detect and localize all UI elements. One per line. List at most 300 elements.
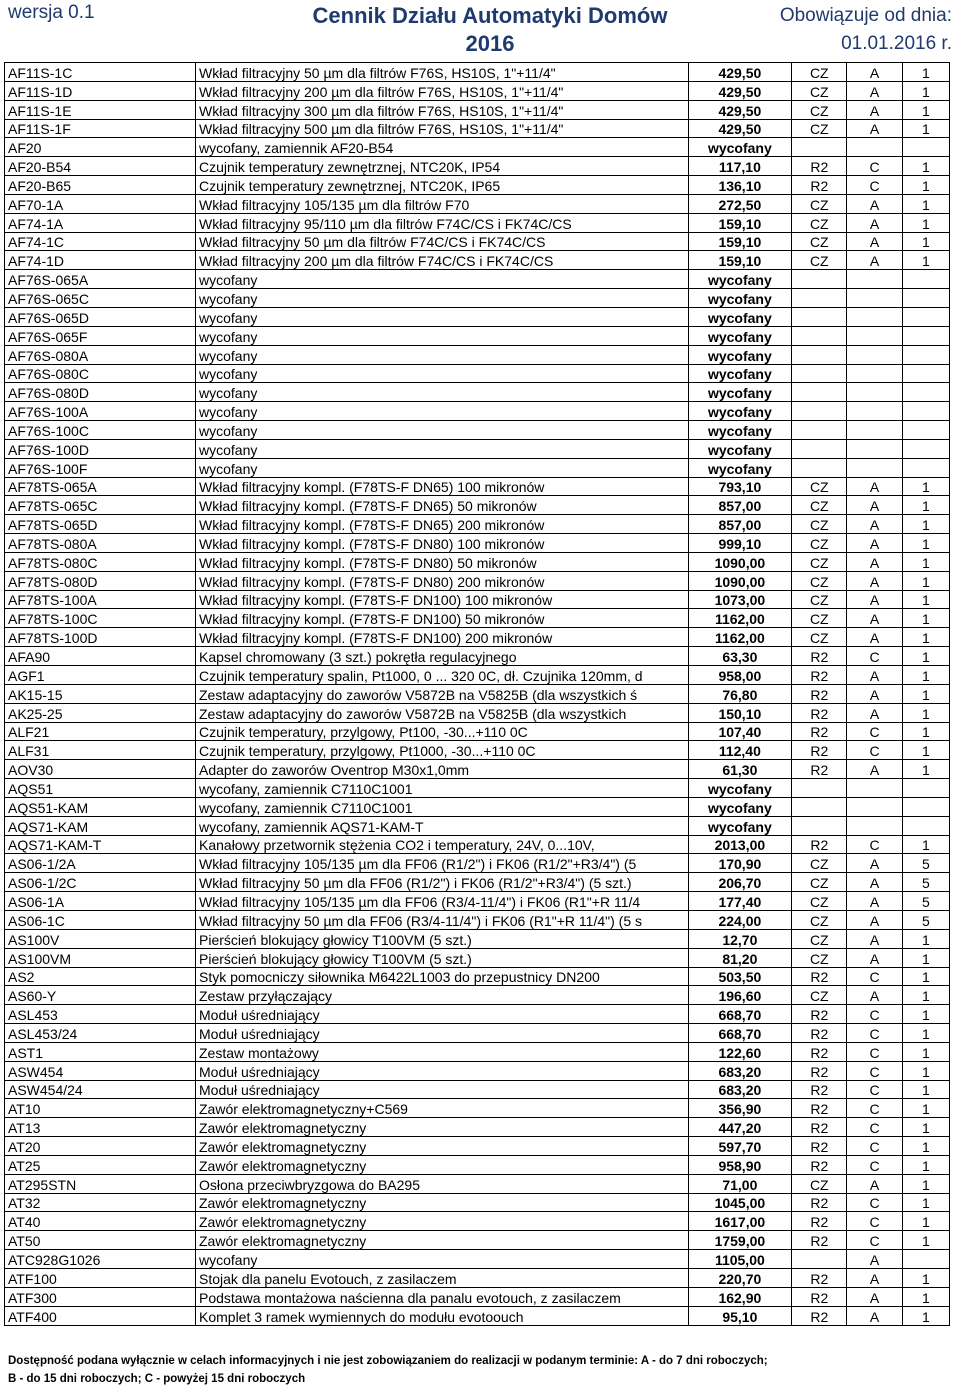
product-description: Czujnik temperatury, przylgowy, Pt100, -30...+110 0C <box>196 722 689 741</box>
product-price: wycofany <box>688 816 792 835</box>
availability: C <box>847 1231 902 1250</box>
availability <box>847 779 902 798</box>
table-row <box>5 797 950 816</box>
product-description: Wkład filtracyjny 200 µm dla filtrów F74C/CS i FK74C/CS <box>196 251 689 270</box>
valid-from-label: Obowiązuje od dnia: <box>779 5 952 26</box>
product-description: wycofany <box>196 439 689 458</box>
product-price: 793,10 <box>688 477 792 496</box>
product-code: AF11S-1D <box>5 81 196 100</box>
product-code: AF78TS-100A <box>5 590 196 609</box>
pack-quantity <box>902 458 949 477</box>
product-price: 958,90 <box>688 1155 792 1174</box>
table-row <box>5 100 950 119</box>
product-price: wycofany <box>688 383 792 402</box>
availability <box>847 421 902 440</box>
product-description: Wkład filtracyjny 50 µm dla filtrów F74C/CS i FK74C/CS <box>196 232 689 251</box>
price-group: CZ <box>792 1174 847 1193</box>
product-price: 196,60 <box>688 986 792 1005</box>
product-code: AS100VM <box>5 948 196 967</box>
price-group <box>792 1250 847 1269</box>
product-code: AF76S-100F <box>5 458 196 477</box>
price-group: CZ <box>792 534 847 553</box>
availability: A <box>847 628 902 647</box>
price-group: CZ <box>792 609 847 628</box>
product-code: AS06-1/2A <box>5 854 196 873</box>
product-code: AF78TS-080A <box>5 534 196 553</box>
pack-quantity: 1 <box>902 666 949 685</box>
price-group: R2 <box>792 760 847 779</box>
availability: A <box>847 703 902 722</box>
availability: A <box>847 986 902 1005</box>
price-group <box>792 816 847 835</box>
table-row <box>5 270 950 289</box>
product-description: Styk pomocniczy siłownika M6422L1003 do przepustnicy DN200 <box>196 967 689 986</box>
table-row <box>5 892 950 911</box>
price-group: R2 <box>792 835 847 854</box>
price-group: R2 <box>792 1118 847 1137</box>
price-group <box>792 458 847 477</box>
product-description: Czujnik temperatury, przylgowy, Pt1000, -30...+110 0C <box>196 741 689 760</box>
product-description: Zawór elektromagnetyczny <box>196 1118 689 1137</box>
product-price: 159,10 <box>688 251 792 270</box>
pack-quantity: 1 <box>902 609 949 628</box>
product-description: Wkład filtracyjny kompl. (F78TS-F DN65) 100 mikronów <box>196 477 689 496</box>
table-row <box>5 1212 950 1231</box>
table-row <box>5 289 950 308</box>
product-code: ATC928G1026 <box>5 1250 196 1269</box>
product-price: 95,10 <box>688 1306 792 1325</box>
product-price: 81,20 <box>688 948 792 967</box>
table-row <box>5 684 950 703</box>
product-code: ASW454 <box>5 1061 196 1080</box>
product-code: AT40 <box>5 1212 196 1231</box>
product-code: AQS51-KAM <box>5 797 196 816</box>
availability: A <box>847 194 902 213</box>
availability: C <box>847 1080 902 1099</box>
availability <box>847 289 902 308</box>
price-table <box>4 62 950 1326</box>
product-description: Wkład filtracyjny kompl. (F78TS-F DN100) 100 mikronów <box>196 590 689 609</box>
availability: A <box>847 571 902 590</box>
product-code: AS06-1C <box>5 910 196 929</box>
table-row <box>5 194 950 213</box>
product-code: AFA90 <box>5 647 196 666</box>
availability: A <box>847 1174 902 1193</box>
table-row <box>5 1193 950 1212</box>
product-price: 1105,00 <box>688 1250 792 1269</box>
product-price: wycofany <box>688 138 792 157</box>
product-price: 1073,00 <box>688 590 792 609</box>
price-group: CZ <box>792 251 847 270</box>
product-description: Wkład filtracyjny kompl. (F78TS-F DN80) 100 mikronów <box>196 534 689 553</box>
pack-quantity: 1 <box>902 81 949 100</box>
pack-quantity: 1 <box>902 1287 949 1306</box>
product-description: Wkład filtracyjny 50 µm dla filtrów F76S, HS10S, 1"+11/4" <box>196 63 689 82</box>
pack-quantity: 1 <box>902 194 949 213</box>
availability: A <box>847 854 902 873</box>
table-row <box>5 835 950 854</box>
availability: C <box>847 1061 902 1080</box>
product-description: Kapsel chromowany (3 szt.) pokrętła regulacyjnego <box>196 647 689 666</box>
pack-quantity <box>902 326 949 345</box>
price-group: R2 <box>792 1231 847 1250</box>
availability: C <box>847 1193 902 1212</box>
price-group: R2 <box>792 1287 847 1306</box>
availability: A <box>847 609 902 628</box>
product-price: 150,10 <box>688 703 792 722</box>
product-description: Podstawa montażowa naścienna dla panalu evotouch, z zasilaczem <box>196 1287 689 1306</box>
price-group: CZ <box>792 873 847 892</box>
availability: C <box>847 1137 902 1156</box>
product-price: 429,50 <box>688 81 792 100</box>
product-code: AST1 <box>5 1042 196 1061</box>
price-group <box>792 138 847 157</box>
product-code: AF20 <box>5 138 196 157</box>
pack-quantity: 5 <box>902 873 949 892</box>
product-description: wycofany <box>196 307 689 326</box>
product-description: Zawór elektromagnetyczny <box>196 1212 689 1231</box>
price-group: R2 <box>792 722 847 741</box>
price-group: R2 <box>792 703 847 722</box>
availability: A <box>847 892 902 911</box>
product-description: Zawór elektromagnetyczny <box>196 1137 689 1156</box>
product-description: Wkład filtracyjny 105/135 µm dla FF06 (R3/4-11/4") i FK06 (R1"+R 11/4 <box>196 892 689 911</box>
product-price: 429,50 <box>688 100 792 119</box>
price-group: R2 <box>792 1042 847 1061</box>
product-description: Osłona przeciwbryzgowa do BA295 <box>196 1174 689 1193</box>
availability: C <box>847 1042 902 1061</box>
pack-quantity: 1 <box>902 1005 949 1024</box>
pack-quantity: 1 <box>902 684 949 703</box>
table-row <box>5 515 950 534</box>
product-price: 61,30 <box>688 760 792 779</box>
product-description: wycofany <box>196 1250 689 1269</box>
table-row <box>5 1250 950 1269</box>
product-price: 117,10 <box>688 157 792 176</box>
product-price: wycofany <box>688 779 792 798</box>
table-row <box>5 326 950 345</box>
table-row <box>5 741 950 760</box>
price-group <box>792 439 847 458</box>
price-group: R2 <box>792 1080 847 1099</box>
product-description: Wkład filtracyjny kompl. (F78TS-F DN80) 50 mikronów <box>196 552 689 571</box>
availability <box>847 797 902 816</box>
product-price: 958,00 <box>688 666 792 685</box>
pack-quantity: 1 <box>902 1155 949 1174</box>
table-row <box>5 421 950 440</box>
availability: C <box>847 1118 902 1137</box>
product-description: Adapter do zaworów Oventrop M30x1,0mm <box>196 760 689 779</box>
price-group: CZ <box>792 552 847 571</box>
product-price: 136,10 <box>688 176 792 195</box>
price-group: CZ <box>792 496 847 515</box>
pack-quantity <box>902 307 949 326</box>
product-price: 170,90 <box>688 854 792 873</box>
availability: A <box>847 213 902 232</box>
product-price: wycofany <box>688 797 792 816</box>
table-row <box>5 232 950 251</box>
product-description: Czujnik temperatury spalin, Pt1000, 0 ... 320 0C, dł. Czujnika 120mm, d <box>196 666 689 685</box>
price-group: CZ <box>792 232 847 251</box>
pack-quantity <box>902 402 949 421</box>
availability: A <box>847 910 902 929</box>
table-row <box>5 1231 950 1250</box>
product-price: 122,60 <box>688 1042 792 1061</box>
product-price: wycofany <box>688 439 792 458</box>
price-group: CZ <box>792 590 847 609</box>
price-group: R2 <box>792 157 847 176</box>
availability: A <box>847 1269 902 1288</box>
table-row <box>5 176 950 195</box>
product-price: 683,20 <box>688 1061 792 1080</box>
table-row <box>5 157 950 176</box>
availability: C <box>847 1024 902 1043</box>
availability: A <box>847 81 902 100</box>
price-group: CZ <box>792 81 847 100</box>
product-price: 429,50 <box>688 119 792 138</box>
availability <box>847 402 902 421</box>
product-code: AS2 <box>5 967 196 986</box>
pack-quantity: 1 <box>902 552 949 571</box>
table-row <box>5 609 950 628</box>
product-code: AF11S-1C <box>5 63 196 82</box>
table-row <box>5 816 950 835</box>
product-description: Wkład filtracyjny kompl. (F78TS-F DN100) 200 mikronów <box>196 628 689 647</box>
product-code: AF20-B54 <box>5 157 196 176</box>
pack-quantity: 1 <box>902 1042 949 1061</box>
price-group: R2 <box>792 741 847 760</box>
product-code: AF76S-100C <box>5 421 196 440</box>
availability <box>847 138 902 157</box>
price-group <box>792 326 847 345</box>
product-code: AF78TS-065D <box>5 515 196 534</box>
price-group: CZ <box>792 892 847 911</box>
product-price: 12,70 <box>688 929 792 948</box>
product-code: AT25 <box>5 1155 196 1174</box>
pack-quantity: 1 <box>902 929 949 948</box>
product-price: 112,40 <box>688 741 792 760</box>
price-group <box>792 421 847 440</box>
table-row <box>5 628 950 647</box>
product-description: Kanałowy przetwornik stężenia CO2 i temperatury, 24V, 0...10V, <box>196 835 689 854</box>
availability: A <box>847 666 902 685</box>
product-description: Wkład filtracyjny 105/135 µm dla FF06 (R1/2") i FK06 (R1/2"+R3/4") (5 <box>196 854 689 873</box>
availability: C <box>847 1005 902 1024</box>
pack-quantity: 1 <box>902 703 949 722</box>
pack-quantity: 1 <box>902 590 949 609</box>
product-price: wycofany <box>688 458 792 477</box>
table-row <box>5 477 950 496</box>
product-description: wycofany, zamiennik C7110C1001 <box>196 779 689 798</box>
product-price: 857,00 <box>688 496 792 515</box>
table-row <box>5 119 950 138</box>
product-price: 429,50 <box>688 63 792 82</box>
pack-quantity <box>902 345 949 364</box>
product-code: AF78TS-080D <box>5 571 196 590</box>
product-code: AS06-1A <box>5 892 196 911</box>
product-price: 220,70 <box>688 1269 792 1288</box>
price-group: R2 <box>792 684 847 703</box>
price-group: CZ <box>792 986 847 1005</box>
availability: C <box>847 741 902 760</box>
availability-note-line-1: Dostępność podana wyłącznie w celach informacyjnych i nie jest zobowiązaniem do realizacji w podanym terminie: A - do 7 dni roboczych; <box>8 1355 768 1367</box>
product-price: 999,10 <box>688 534 792 553</box>
table-row <box>5 364 950 383</box>
product-description: Wkład filtracyjny kompl. (F78TS-F DN65) 200 mikronów <box>196 515 689 534</box>
availability <box>847 439 902 458</box>
availability: A <box>847 119 902 138</box>
product-price: 76,80 <box>688 684 792 703</box>
product-code: AK25-25 <box>5 703 196 722</box>
product-description: Zestaw adaptacyjny do zaworów V5872B na V5825B (dla wszystkich ś <box>196 684 689 703</box>
availability: A <box>847 63 902 82</box>
table-row <box>5 854 950 873</box>
product-price: 272,50 <box>688 194 792 213</box>
product-price: 1617,00 <box>688 1212 792 1231</box>
pack-quantity: 1 <box>902 1080 949 1099</box>
product-code: ATF100 <box>5 1269 196 1288</box>
table-row <box>5 458 950 477</box>
product-code: AS100V <box>5 929 196 948</box>
price-group: CZ <box>792 929 847 948</box>
pack-quantity <box>902 421 949 440</box>
table-row <box>5 1155 950 1174</box>
pack-quantity: 1 <box>902 1269 949 1288</box>
product-price: 1759,00 <box>688 1231 792 1250</box>
product-price: 206,70 <box>688 873 792 892</box>
price-group: CZ <box>792 571 847 590</box>
product-description: Wkład filtracyjny kompl. (F78TS-F DN80) 200 mikronów <box>196 571 689 590</box>
table-row <box>5 1137 950 1156</box>
product-price: 107,40 <box>688 722 792 741</box>
product-code: ASW454/24 <box>5 1080 196 1099</box>
availability: A <box>847 590 902 609</box>
page-header <box>0 0 960 62</box>
table-row <box>5 402 950 421</box>
table-row <box>5 251 950 270</box>
price-group: CZ <box>792 628 847 647</box>
table-row <box>5 1061 950 1080</box>
product-description: wycofany <box>196 421 689 440</box>
product-code: AT10 <box>5 1099 196 1118</box>
product-code: AF78TS-100D <box>5 628 196 647</box>
product-description: Wkład filtracyjny 500 µm dla filtrów F76S, HS10S, 1"+11/4" <box>196 119 689 138</box>
pack-quantity <box>902 1250 949 1269</box>
table-row <box>5 590 950 609</box>
table-row <box>5 760 950 779</box>
availability <box>847 383 902 402</box>
availability <box>847 816 902 835</box>
availability: A <box>847 1250 902 1269</box>
availability: C <box>847 1099 902 1118</box>
availability: A <box>847 873 902 892</box>
product-code: AQS71-KAM-T <box>5 835 196 854</box>
table-row <box>5 383 950 402</box>
availability: C <box>847 1212 902 1231</box>
product-price: 683,20 <box>688 1080 792 1099</box>
pack-quantity <box>902 138 949 157</box>
product-code: AQS51 <box>5 779 196 798</box>
price-group <box>792 270 847 289</box>
product-description: Wkład filtracyjny 200 µm dla filtrów F76S, HS10S, 1"+11/4" <box>196 81 689 100</box>
product-price: 668,70 <box>688 1005 792 1024</box>
product-code: ASL453/24 <box>5 1024 196 1043</box>
table-row <box>5 1174 950 1193</box>
product-description: Komplet 3 ramek wymiennych do modułu evotoouch <box>196 1306 689 1325</box>
price-group: R2 <box>792 1024 847 1043</box>
table-row <box>5 439 950 458</box>
pack-quantity: 1 <box>902 571 949 590</box>
title-line-2: 2016 <box>465 31 515 56</box>
price-group: R2 <box>792 176 847 195</box>
pack-quantity: 1 <box>902 1193 949 1212</box>
product-code: AF76S-065D <box>5 307 196 326</box>
pack-quantity: 1 <box>902 515 949 534</box>
availability: A <box>847 251 902 270</box>
product-code: ALF31 <box>5 741 196 760</box>
product-code: AOV30 <box>5 760 196 779</box>
availability: C <box>847 157 902 176</box>
product-price: 63,30 <box>688 647 792 666</box>
product-code: ALF21 <box>5 722 196 741</box>
availability: A <box>847 477 902 496</box>
product-description: Stojak dla panelu Evotouch, z zasilaczem <box>196 1269 689 1288</box>
product-price: 162,90 <box>688 1287 792 1306</box>
pack-quantity <box>902 364 949 383</box>
pack-quantity: 1 <box>902 741 949 760</box>
price-group: CZ <box>792 119 847 138</box>
pack-quantity: 1 <box>902 534 949 553</box>
pack-quantity <box>902 779 949 798</box>
product-code: AF76S-065F <box>5 326 196 345</box>
product-price: 159,10 <box>688 213 792 232</box>
pack-quantity: 1 <box>902 1137 949 1156</box>
availability: A <box>847 534 902 553</box>
price-group: R2 <box>792 1306 847 1325</box>
product-description: Zawór elektromagnetyczny <box>196 1155 689 1174</box>
product-price: 356,90 <box>688 1099 792 1118</box>
product-price: 597,70 <box>688 1137 792 1156</box>
product-code: AF20-B65 <box>5 176 196 195</box>
table-row <box>5 666 950 685</box>
availability: C <box>847 967 902 986</box>
table-row <box>5 1005 950 1024</box>
availability <box>847 326 902 345</box>
pack-quantity: 5 <box>902 892 949 911</box>
table-row <box>5 986 950 1005</box>
price-group: CZ <box>792 100 847 119</box>
price-group: R2 <box>792 1269 847 1288</box>
price-group: R2 <box>792 1099 847 1118</box>
availability: A <box>847 1287 902 1306</box>
availability: A <box>847 515 902 534</box>
availability: A <box>847 684 902 703</box>
table-row <box>5 967 950 986</box>
product-code: AF78TS-080C <box>5 552 196 571</box>
product-code: AF11S-1E <box>5 100 196 119</box>
table-row <box>5 1080 950 1099</box>
pack-quantity: 1 <box>902 232 949 251</box>
pack-quantity: 1 <box>902 1024 949 1043</box>
pack-quantity: 1 <box>902 647 949 666</box>
product-code: ATF300 <box>5 1287 196 1306</box>
availability: C <box>847 835 902 854</box>
price-table-body <box>5 63 950 1326</box>
title-line-1: Cennik Działu Automatyki Domów <box>312 3 668 28</box>
product-price: 1162,00 <box>688 609 792 628</box>
availability: A <box>847 760 902 779</box>
product-code: AF70-1A <box>5 194 196 213</box>
